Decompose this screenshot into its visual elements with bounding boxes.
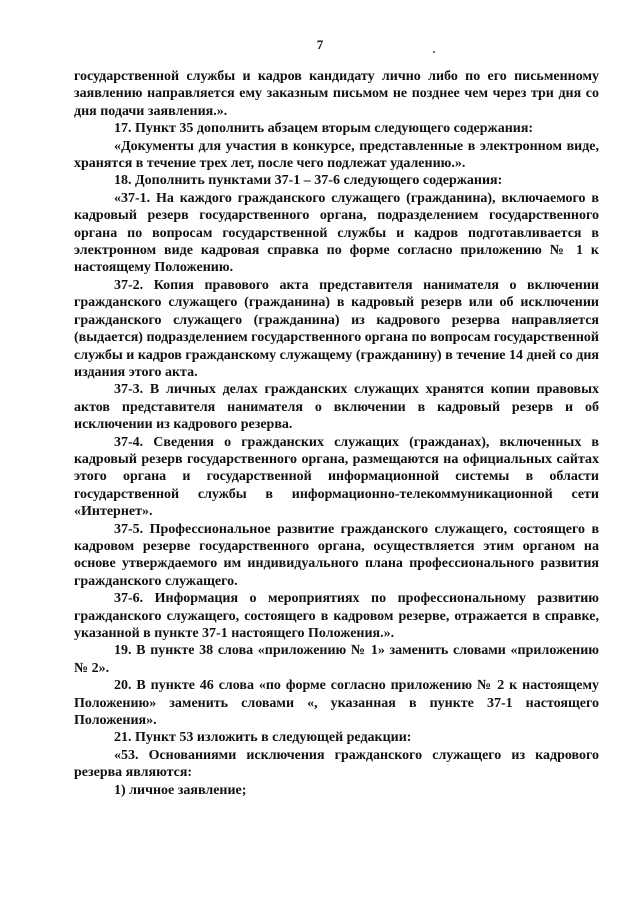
paragraph-item-21: 21. Пункт 53 изложить в следующей редакции: bbox=[114, 730, 412, 746]
paragraph-53: «53. Основаниями исключения гражданского служащего из кадрового резерва являются: bbox=[74, 747, 599, 781]
paragraph-item-17: 17. Пункт 35 дополнить абзацем вторым следующего содержания: bbox=[114, 121, 534, 137]
paragraph-53-item-1: 1) личное заявление; bbox=[114, 782, 247, 798]
paragraph-item-17-text: «Документы для участия в конкурсе, представленные в электронном виде, хранятся в течение трех лет, после чего подлежат удалению.». bbox=[74, 138, 599, 172]
paragraph-37-5: 37-5. Профессиональное развитие гражданского служащего, состоящего в кадровом резерве государственного органа, осуществляется этим органом на основе утверждаемого им индивидуального плана профессионального развития гражданского служащего. bbox=[74, 521, 599, 589]
paragraph-37-2: 37-2. Копия правового акта представителя нанимателя о включении гражданского служащего (гражданина) в кадровый резерв или об исключении гражданского служащего (гражданина) из кадрового резерва направляется (выдается) подразделением государственного органа по вопросам государственной службы и кадров гражданскому служащему (гражданину) в течение 14 дней со дня издания этого акта. bbox=[74, 277, 599, 380]
paragraph-item-19: 19. В пункте 38 слова «приложению № 1» заменить словами «приложению № 2». bbox=[74, 643, 599, 676]
paragraph-37-1: «37-1. На каждого гражданского служащего (гражданина), включаемого в кадровый резерв государственного органа, подразделением государственного органа по вопросам государственной службы и кадров подготавливается в электронном виде кадровая справка по форме согласно приложению № 1 к настоящему Положению. bbox=[74, 190, 599, 276]
paragraph-37-6: 37-6. Информация о мероприятиях по профессиональному развитию гражданского служащего, состоящего в кадровом резерве, отражается в справке, указанной в пункте 37-1 настоящего Положения.». bbox=[74, 591, 599, 641]
scan-dot-mark bbox=[433, 51, 435, 53]
document-body bbox=[74, 68, 599, 799]
paragraph-continuation: государственной службы и кадров кандидату лично либо по его письменному заявлению направляется ему заказным письмом не позднее чем через три дня со дня подачи заявления.». bbox=[74, 69, 599, 119]
paragraph-37-3: 37-3. В личных делах гражданских служащих хранятся копии правовых актов представителя нанимателя о включении в кадровый резерв и об исключении из кадрового резерва. bbox=[74, 382, 599, 433]
paragraph-item-20: 20. В пункте 46 слова «по форме согласно приложению № 2 к настоящему Положению» заменить словами «, указанная в пункте 37-1 настоящего Положения». bbox=[74, 678, 599, 729]
paragraph-37-4: 37-4. Сведения о гражданских служащих (гражданах), включенных в кадровый резерв государственного органа, размещаются на официальных сайтах этого органа и государственной информационной системы в области государственной службы в информационно-телекоммуникационной сети «Интернет». bbox=[74, 434, 599, 520]
page-number: 7 bbox=[316, 37, 324, 52]
paragraph-item-18: 18. Дополнить пунктами 37-1 – 37-6 следующего содержания: bbox=[114, 173, 503, 189]
